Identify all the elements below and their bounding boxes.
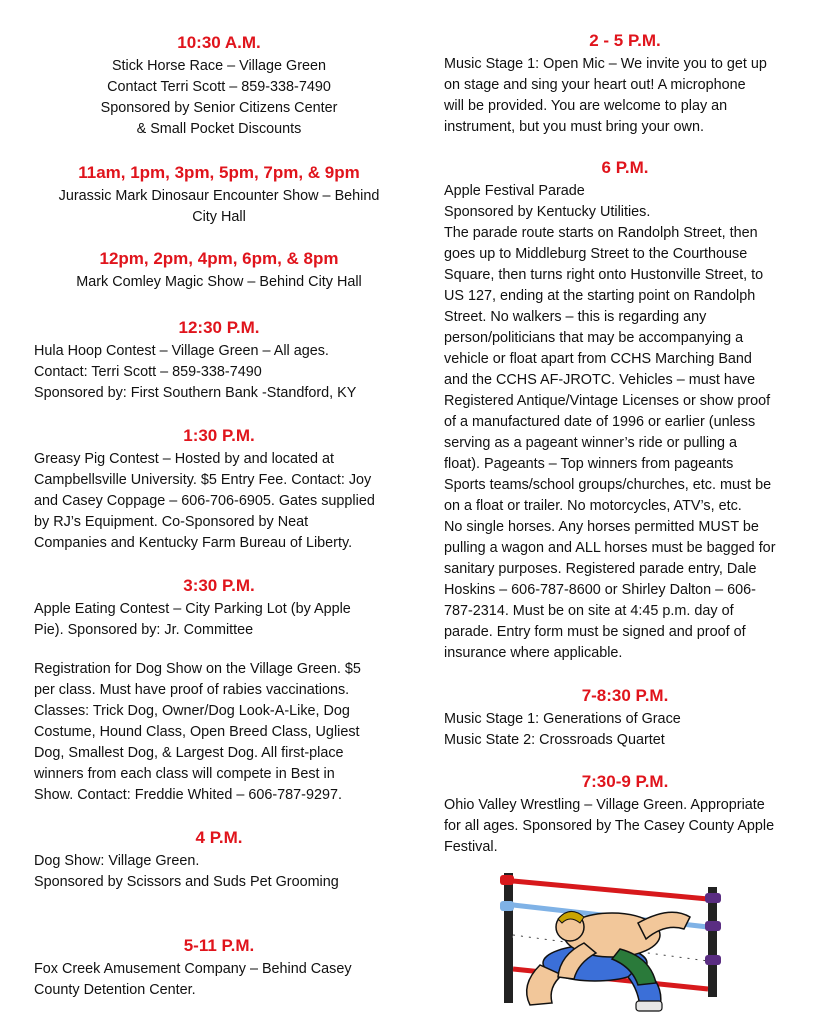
- event-text-line: Contact: Terri Scott – 859-338-7490: [34, 364, 262, 380]
- left-section-3: [34, 317, 404, 404]
- event-text-line: Apple Festival Parade: [444, 183, 585, 199]
- left-section-1: [34, 162, 404, 228]
- event-text-line: Music State 2: Crossroads Quartet: [444, 732, 665, 748]
- event-text-line: serving as a pageant winner’s ride or pulling a: [444, 435, 738, 451]
- time-heading: 2 - 5 P.M.: [589, 31, 661, 50]
- event-text-line: per class. Must have proof of rabies vaccinations.: [34, 682, 350, 698]
- event-text-line: Hula Hoop Contest – Village Green – All ages.: [34, 343, 329, 359]
- time-heading: 12:30 P.M.: [178, 318, 260, 337]
- event-text-line: person/politicians that may be accompanying a: [444, 330, 744, 346]
- event-text-line: Contact Terri Scott – 859-338-7490: [107, 79, 331, 95]
- event-text-line: for all ages. Sponsored by The Casey County Apple: [444, 818, 775, 834]
- left-section-8: [34, 935, 404, 1001]
- right-section-3: [444, 771, 806, 858]
- event-text-line: Apple Eating Contest – City Parking Lot (by Apple: [34, 601, 351, 617]
- event-text-line: Costume, Hound Class, Open Breed Class, Ugliest: [34, 724, 360, 740]
- time-heading: 11am, 1pm, 3pm, 5pm, 7pm, & 9pm: [78, 163, 360, 182]
- event-text-line: Sports teams/school groups/churches, etc. must be: [444, 477, 772, 493]
- event-text-line: County Detention Center.: [34, 982, 196, 998]
- left-section-0: [34, 32, 404, 140]
- event-text-line: and Casey Coppage – 606-706-6905. Gates supplied: [34, 493, 375, 509]
- event-text-line: City Hall: [192, 209, 246, 225]
- event-text-line: Pie). Sponsored by: Jr. Committee: [34, 622, 254, 638]
- event-text-line: Ohio Valley Wrestling – Village Green. Appropriate: [444, 797, 765, 813]
- event-text-line: Dog Show: Village Green.: [34, 853, 200, 869]
- event-text-line: Hoskins – 606-787-8600 or Shirley Dalton – 606-: [444, 582, 756, 598]
- right-section-1: [444, 157, 806, 664]
- time-heading: 10:30 A.M.: [177, 33, 261, 52]
- time-heading: 7-8:30 P.M.: [581, 686, 669, 705]
- event-text-line: Jurassic Mark Dinosaur Encounter Show – Behind: [58, 188, 380, 204]
- event-text-line: will be provided. You are welcome to play an: [444, 98, 728, 114]
- event-text-line: vehicle or float apart from CCHS Marching Band: [444, 351, 752, 367]
- event-text-line: by RJ’s Equipment. Co-Sponsored by Neat: [34, 514, 309, 530]
- event-text-line: Street. No walkers – this is regarding any: [444, 309, 707, 325]
- event-text-line: insurance where applicable.: [444, 645, 623, 661]
- event-text-line: sanitary purposes. Registered parade entry, Dale: [444, 561, 757, 577]
- event-text-line: Fox Creek Amusement Company – Behind Casey: [34, 961, 352, 977]
- left-section-7: [34, 827, 404, 893]
- left-section-5: [34, 575, 404, 641]
- left-section-4: [34, 425, 404, 554]
- event-text-line: No single horses. Any horses permitted MUST be: [444, 519, 759, 535]
- event-text-line: goes up to Middleburg Street to the Courthouse: [444, 246, 748, 262]
- event-text-line: Sponsored by Kentucky Utilities.: [444, 204, 651, 220]
- time-heading: 5-11 P.M.: [183, 936, 255, 955]
- event-text-line: winners from each class will compete in Best in: [34, 766, 335, 782]
- time-heading: 1:30 P.M.: [183, 426, 255, 445]
- event-text-line: & Small Pocket Discounts: [136, 121, 302, 137]
- event-text-line: Music Stage 1: Generations of Grace: [444, 711, 681, 727]
- event-text-line: Mark Comley Magic Show – Behind City Hall: [76, 274, 362, 290]
- event-text-line: Sponsored by: First Southern Bank -Standford, KY: [34, 385, 357, 401]
- event-text-line: and the CCHS AF-JROTC. Vehicles – must have: [444, 372, 756, 388]
- event-text-line: float). Pageants – Top winners from pageants: [444, 456, 734, 472]
- event-text-line: Music Stage 1: Open Mic – We invite you to get up: [444, 56, 767, 72]
- event-text-line: Square, then turns right onto Hustonville Street, to: [444, 267, 764, 283]
- event-text-line: Dog, Smallest Dog, & Largest Dog. All first-place: [34, 745, 344, 761]
- right-section-0: [444, 30, 806, 138]
- event-text-line: pulling a wagon and ALL horses must be bagged for: [444, 540, 776, 556]
- event-text-line: Festival.: [444, 839, 498, 855]
- right-section-2: [444, 685, 806, 751]
- event-text-line: Stick Horse Race – Village Green: [111, 58, 327, 74]
- event-text-line: Show. Contact: Freddie Whited – 606-787-9297.: [34, 787, 342, 803]
- event-text-line: Classes: Trick Dog, Owner/Dog Look-A-Like, Dog: [34, 703, 350, 719]
- event-text-line: Registration for Dog Show on the Village Green. $5: [34, 661, 361, 677]
- event-text-line: Greasy Pig Contest – Hosted by and located at: [34, 451, 334, 467]
- time-heading: 4 P.M.: [195, 828, 243, 847]
- event-text-line: Sponsored by Senior Citizens Center: [100, 100, 338, 116]
- time-heading: 6 P.M.: [601, 158, 649, 177]
- event-text-line: Sponsored by Scissors and Suds Pet Grooming: [34, 874, 339, 890]
- event-text-line: on stage and sing your heart out! A microphone: [444, 77, 746, 93]
- time-heading: 7:30-9 P.M.: [581, 772, 669, 791]
- event-text-line: of a manufactured date of 1996 or earlier (unless: [444, 414, 756, 430]
- wrestling-clipart-icon: [500, 865, 725, 1015]
- time-heading: 3:30 P.M.: [183, 576, 255, 595]
- left-section-6: [34, 659, 404, 806]
- event-text-line: The parade route starts on Randolph Street, then: [444, 225, 758, 241]
- event-text-line: Registered Antique/Vintage Licenses or show proof: [444, 393, 771, 409]
- event-text-line: parade. Entry form must be signed and proof of: [444, 624, 746, 640]
- time-heading: 12pm, 2pm, 4pm, 6pm, & 8pm: [99, 249, 339, 268]
- event-text-line: Companies and Kentucky Farm Bureau of Liberty.: [34, 535, 353, 551]
- left-section-2: [34, 248, 404, 293]
- event-text-line: on a float or trailer. No motorcycles, ATV’s, etc.: [444, 498, 742, 514]
- event-text-line: instrument, but you must bring your own.: [444, 119, 704, 135]
- event-text-line: Campbellsville University. $5 Entry Fee. Contact: Joy: [34, 472, 372, 488]
- event-text-line: US 127, ending at the starting point on Randolph: [444, 288, 756, 304]
- event-text-line: 787-2314. Must be on site at 4:45 p.m. day of: [444, 603, 734, 619]
